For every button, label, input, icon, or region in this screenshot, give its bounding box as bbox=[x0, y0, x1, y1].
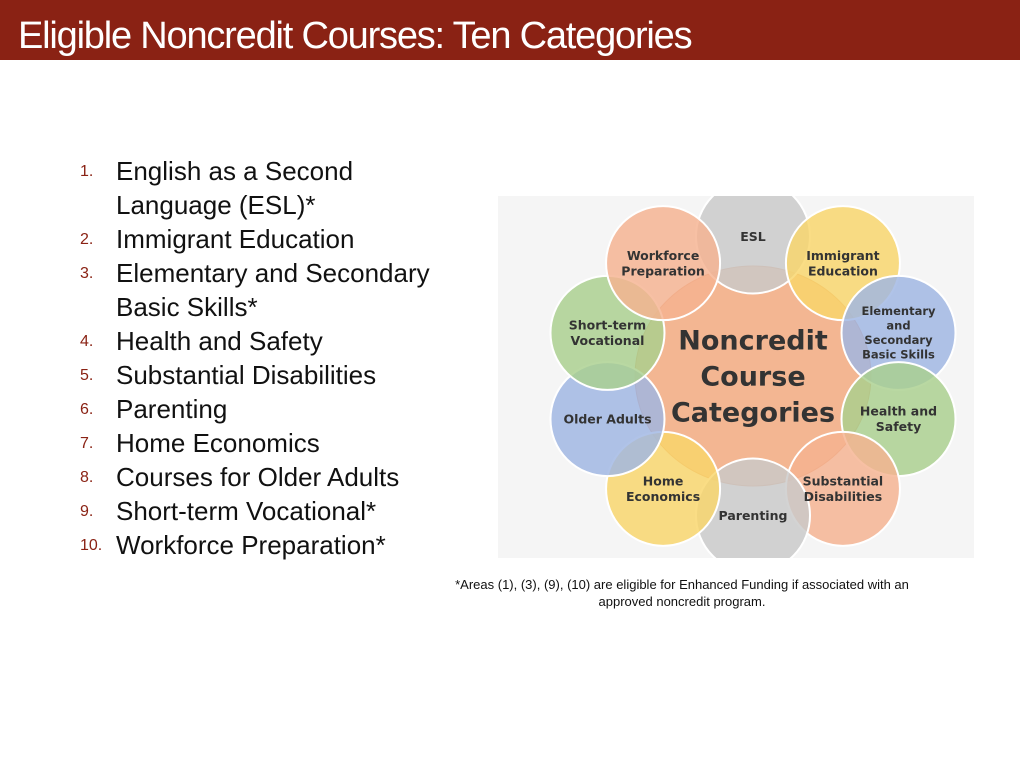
category-label: Short-term Vocational* bbox=[116, 496, 377, 526]
circle-label-immigrant-education-line: Education bbox=[807, 263, 878, 279]
circle-label-home-economics-line: Home bbox=[642, 473, 684, 489]
category-label: Language (ESL)* bbox=[116, 190, 316, 220]
category-number: 7. bbox=[80, 435, 94, 452]
circle-label-health-safety-line: Safety bbox=[875, 419, 922, 435]
category-item bbox=[80, 324, 480, 358]
center-label-line: Course bbox=[700, 361, 806, 393]
circle-label-workforce-preparation-line: Workforce bbox=[626, 247, 700, 263]
category-number: 6. bbox=[80, 401, 94, 418]
category-number: 4. bbox=[80, 333, 94, 350]
circle-label-immigrant-education bbox=[806, 248, 879, 279]
circle-label-older-adults bbox=[563, 411, 651, 426]
circle-label-elementary-secondary-line: Elementary bbox=[861, 304, 936, 319]
category-number: 5. bbox=[80, 367, 94, 384]
circle-label-short-term-vocational bbox=[569, 318, 646, 349]
category-label: Parenting bbox=[116, 394, 228, 424]
circle-label-immigrant-education-line: Immigrant bbox=[806, 247, 880, 263]
category-item bbox=[80, 528, 480, 562]
circle-label-esl-line: ESL bbox=[740, 228, 766, 244]
circle-label-short-term-vocational-line: Short-term bbox=[568, 317, 647, 333]
category-item bbox=[80, 154, 480, 222]
category-number: 1. bbox=[80, 163, 94, 180]
category-label: English as a Second bbox=[116, 156, 354, 186]
circle-label-parenting bbox=[719, 508, 788, 523]
category-label: Workforce Preparation* bbox=[116, 530, 386, 560]
circle-label-esl bbox=[740, 229, 766, 244]
category-item bbox=[80, 222, 480, 256]
circle-label-elementary-secondary bbox=[862, 304, 936, 362]
circle-label-elementary-secondary-line: Secondary bbox=[864, 333, 933, 348]
center-label-line: Noncredit bbox=[678, 325, 828, 357]
category-label: Elementary and Secondary bbox=[116, 258, 430, 288]
circle-label-short-term-vocational-line: Vocational bbox=[570, 333, 645, 349]
footnote bbox=[420, 576, 944, 610]
category-item bbox=[80, 494, 480, 528]
circle-label-older-adults-line: Older Adults bbox=[563, 411, 652, 427]
circle-label-home-economics-line: Economics bbox=[625, 488, 701, 504]
circle-label-health-safety-line: Health and bbox=[859, 403, 938, 419]
circle-label-workforce-preparation bbox=[621, 248, 705, 279]
center-label-line: Categories bbox=[670, 397, 836, 429]
circle-label-parenting-line: Parenting bbox=[718, 507, 788, 523]
footnote-line-1: *Areas (1), (3), (9), (10) are eligible for Enhanced Funding if associated with an bbox=[455, 577, 909, 592]
circle-label-substantial-disabilities-line: Substantial bbox=[802, 473, 884, 489]
circle-label-elementary-secondary-line: and bbox=[886, 318, 911, 333]
category-label: Basic Skills* bbox=[116, 292, 258, 322]
category-list bbox=[80, 154, 480, 562]
category-number: 9. bbox=[80, 503, 94, 520]
category-item bbox=[80, 392, 480, 426]
category-item bbox=[80, 460, 480, 494]
category-label: Courses for Older Adults bbox=[116, 462, 400, 492]
diagram-svg bbox=[498, 196, 974, 558]
category-number: 8. bbox=[80, 469, 94, 486]
circle-label-workforce-preparation-line: Preparation bbox=[621, 263, 705, 279]
slide-title: Eligible Noncredit Courses: Ten Categories bbox=[18, 15, 692, 57]
category-number: 2. bbox=[80, 231, 94, 248]
category-label: Substantial Disabilities bbox=[116, 360, 377, 390]
title-bar-notch bbox=[1020, 40, 1024, 60]
noncredit-categories-diagram bbox=[498, 196, 974, 558]
footnote-line-2: approved noncredit program. bbox=[598, 594, 766, 609]
category-label: Home Economics bbox=[116, 428, 320, 458]
category-item bbox=[80, 426, 480, 460]
category-item bbox=[80, 358, 480, 392]
category-label: Immigrant Education bbox=[116, 224, 355, 254]
circle-label-substantial-disabilities-line: Disabilities bbox=[803, 488, 883, 504]
circle-label-elementary-secondary-line: Basic Skills bbox=[862, 347, 935, 362]
category-label: Health and Safety bbox=[116, 326, 323, 356]
category-item bbox=[80, 256, 480, 324]
circle-label-substantial-disabilities bbox=[803, 473, 884, 504]
title-bar bbox=[0, 0, 1020, 60]
category-number: 10. bbox=[80, 537, 103, 554]
category-number: 3. bbox=[80, 265, 94, 282]
